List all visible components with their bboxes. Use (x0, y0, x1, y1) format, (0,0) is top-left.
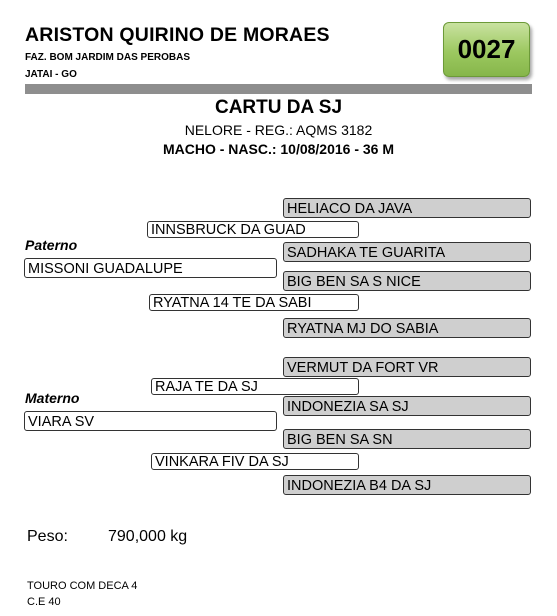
breed-registration: NELORE - REG.: AQMS 3182 (184, 122, 373, 138)
pedigree-dam-sire-sire: VERMUT DA FORT VR (283, 357, 531, 377)
pedigree-dam-sire-dam: INDONEZIA SA SJ (283, 396, 531, 416)
pedigree-dam-dam: VINKARA FIV DA SJ (151, 453, 359, 470)
lot-number-badge: 0027 (443, 22, 530, 77)
owner-name: ARISTON QUIRINO DE MORAES (25, 24, 330, 46)
pedigree-sire-sire: INNSBRUCK DA GUAD (147, 221, 359, 238)
pedigree-dam: VIARA SV (24, 411, 277, 431)
paternal-label: Paterno (25, 237, 78, 253)
weight-value: 790,000 kg (108, 528, 188, 545)
pedigree-sire-sire-sire: HELIACO DA JAVA (283, 198, 531, 218)
farm-name: FAZ. BOM JARDIM DAS PEROBAS (25, 52, 191, 63)
city-state: JATAI - GO (25, 69, 77, 80)
pedigree-dam-dam-sire: BIG BEN SA SN (283, 429, 531, 449)
maternal-label: Materno (25, 390, 80, 406)
pedigree-dam-sire: RAJA TE DA SJ (151, 378, 359, 395)
sex-birth-date: MACHO - NASC.: 10/08/2016 - 36 M (162, 141, 395, 157)
pedigree-sire-dam-dam: RYATNA MJ DO SABIA (283, 318, 531, 338)
pedigree-sire-dam: RYATNA 14 TE DA SABI (149, 294, 359, 311)
weight-label: Peso: (27, 528, 68, 545)
note-line-1: TOURO COM DECA 4 (27, 580, 138, 592)
pedigree-sire-sire-dam: SADHAKA TE GUARITA (283, 242, 531, 262)
pedigree-sire-dam-sire: BIG BEN SA S NICE (283, 271, 531, 291)
pedigree-sire: MISSONI GUADALUPE (24, 258, 277, 278)
note-line-2: C.E 40 (27, 596, 61, 608)
header-divider (25, 84, 532, 94)
animal-name: CARTU DA SJ (214, 97, 343, 118)
pedigree-dam-dam-dam: INDONEZIA B4 DA SJ (283, 475, 531, 495)
